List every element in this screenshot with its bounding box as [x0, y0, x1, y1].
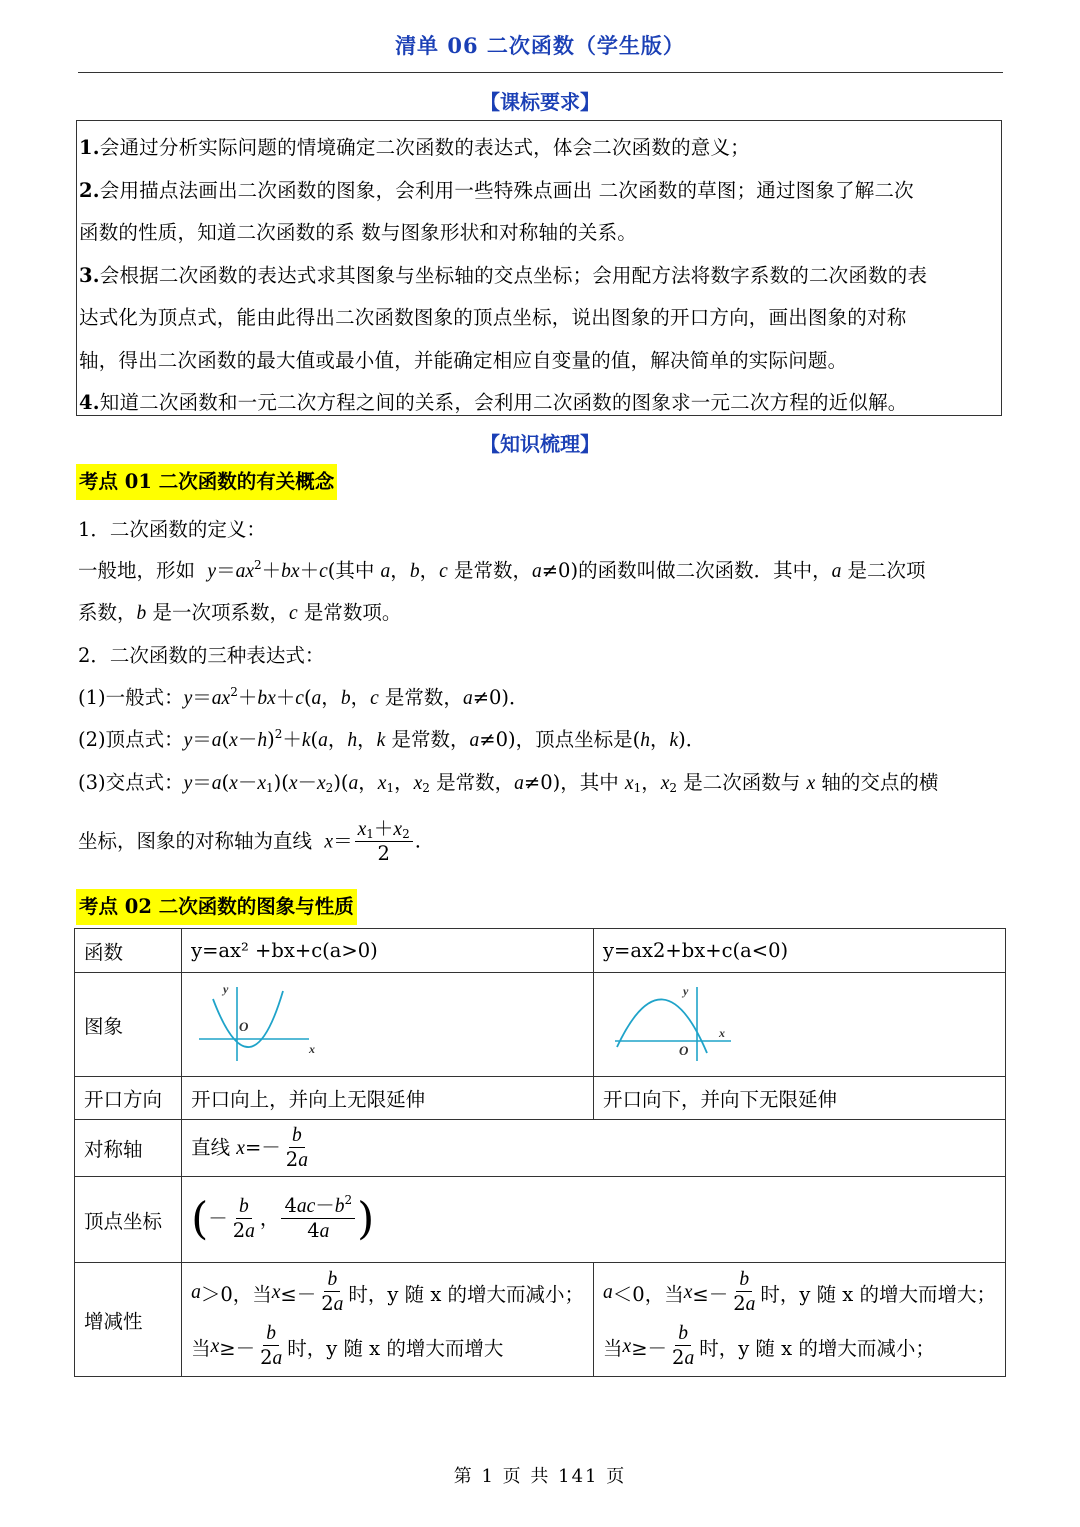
curriculum-line: 2.会用描点法画出二次函数的图象，会利用一些特殊点画出 二次函数的草图；通过图象了解二次 [79, 178, 914, 202]
cell-open-pos: 开口向上，并向上无限延伸 [182, 1077, 594, 1120]
cell-vertex: (－ $\frac{b}{2a}$ ， $\frac{4ac-b^2}{4a}$ ) [182, 1177, 1006, 1263]
table-row [75, 1120, 1006, 1177]
cell-func-neg: y=ax2+bx+c(a<0) [594, 929, 1006, 973]
cell-axis: 直线 x=－ $\frac{b}{2a}$ [182, 1120, 1006, 1177]
table-row [75, 1177, 1006, 1263]
curriculum-line: 轴，得出二次函数的最大值或最小值，并能确定相应自变量的值，解决简单的实际问题。 [79, 348, 848, 372]
page-footer: 第 1 页 共 141 页 [453, 1466, 627, 1487]
table-row [75, 1077, 1006, 1120]
svg-text:x: x [719, 1026, 726, 1040]
svg-text:O: O [679, 1043, 689, 1058]
kp2-heading: 考点 02 二次函数的图象与性质 [76, 889, 357, 925]
definition-line-2: 系数，b 是一次项系数，c 是常数项。 [78, 601, 402, 624]
curriculum-line: 3.会根据二次函数的表达式求其图象与坐标轴的交点坐标；会用配方法将数字系数的二次函数的表 [79, 263, 928, 287]
curriculum-heading: 【课标要求】 [480, 90, 600, 114]
kp1-heading: 考点 01 二次函数的有关概念 [76, 464, 337, 500]
downward-parabola-graph [603, 979, 743, 1065]
cell-mono-neg: a ＜0， 当 x ≤－ $\frac{b}{2a}$ 时，y 随 x 的增大而增大； 当 x ≥－ $\frac{b}{2a}$ 时，y 随 x 的增大而减小； [594, 1263, 1006, 1377]
curriculum-line: 函数的性质，知道二次函数的系 数与图象形状和对称轴的关系。 [79, 221, 637, 244]
properties-table [74, 928, 1006, 1377]
definition-line-1: 一般地，形如 $y=ax^2+bx+c$(其中 a，b，c 是常数，a≠0)的函数叫做二次函数．其中，a 是二次项 [78, 558, 926, 582]
definition-title: 1．二次函数的定义： [78, 518, 266, 541]
curriculum-line: 达式化为顶点式，能由此得出二次函数图象的顶点坐标，说出图象的开口方向，画出图象的对称 [79, 306, 907, 329]
curriculum-line: 4.知道二次函数和一元二次方程之间的关系，会利用二次函数的图象求一元二次方程的近似解。 [79, 391, 908, 414]
cell-open-neg: 开口向下，并向下无限延伸 [594, 1077, 1006, 1120]
row-label: 开口方向 [75, 1077, 182, 1120]
table-row [75, 973, 1006, 1077]
axis-formula-line: 坐标，图象的对称轴为直线 x＝ $\frac{x_1+x_2}{2}$ . [78, 817, 421, 865]
curriculum-box [76, 120, 1002, 416]
row-label: 顶点坐标 [75, 1177, 182, 1263]
row-label: 函数 [75, 929, 182, 973]
table-row [75, 1263, 1006, 1377]
cell-mono-pos: a ＞0， 当 x ≤－ $\frac{b}{2a}$ 时，y 随 x 的增大而减小； 当 x ≥－ $\frac{b}{2a}$ 时，y 随 x 的增大而增大 [182, 1263, 594, 1377]
forms-title: 2．二次函数的三种表达式： [78, 644, 325, 667]
form-general: (1)一般式：$y=ax^2+bx+c(a$，b，c 是常数，a≠0)． [78, 685, 529, 709]
curriculum-line: 1.会通过分析实际问题的情境确定二次函数的表达式，体会二次函数的意义； [79, 136, 750, 159]
form-intercept: (3)交点式：$y=a(x-x_1)(x-x_2)(a$，$x_1$，$x_2$ 是常数，a≠0)，其中 $x_1$，$x_2$ 是二次函数与 x 轴的交点的横 [78, 771, 939, 795]
document-title: 清单 06 二次函数（学生版） [395, 33, 685, 58]
cell-graph-neg [594, 973, 1006, 1077]
svg-text:O: O [239, 1019, 249, 1034]
svg-text:x: x [309, 1042, 316, 1056]
svg-text:y: y [223, 982, 229, 996]
knowledge-heading: 【知识梳理】 [480, 432, 600, 456]
header-rule [78, 72, 1003, 73]
form-vertex: (2)顶点式：$y=a(x-h)^2+k(a$，h，k 是常数，a≠0)，顶点坐标是(h，k)． [78, 727, 706, 751]
upward-parabola-graph [191, 979, 321, 1065]
axis-fraction: $\frac{x_1+x_2}{2}$ [355, 818, 413, 866]
cell-func-pos: y=ax² +bx+c(a>0) [182, 929, 594, 973]
row-label: 图象 [75, 973, 182, 1077]
table-row [75, 929, 1006, 973]
svg-text:y: y [683, 984, 689, 998]
row-label: 增减性 [75, 1263, 182, 1377]
cell-graph-pos [182, 973, 594, 1077]
row-label: 对称轴 [75, 1120, 182, 1177]
